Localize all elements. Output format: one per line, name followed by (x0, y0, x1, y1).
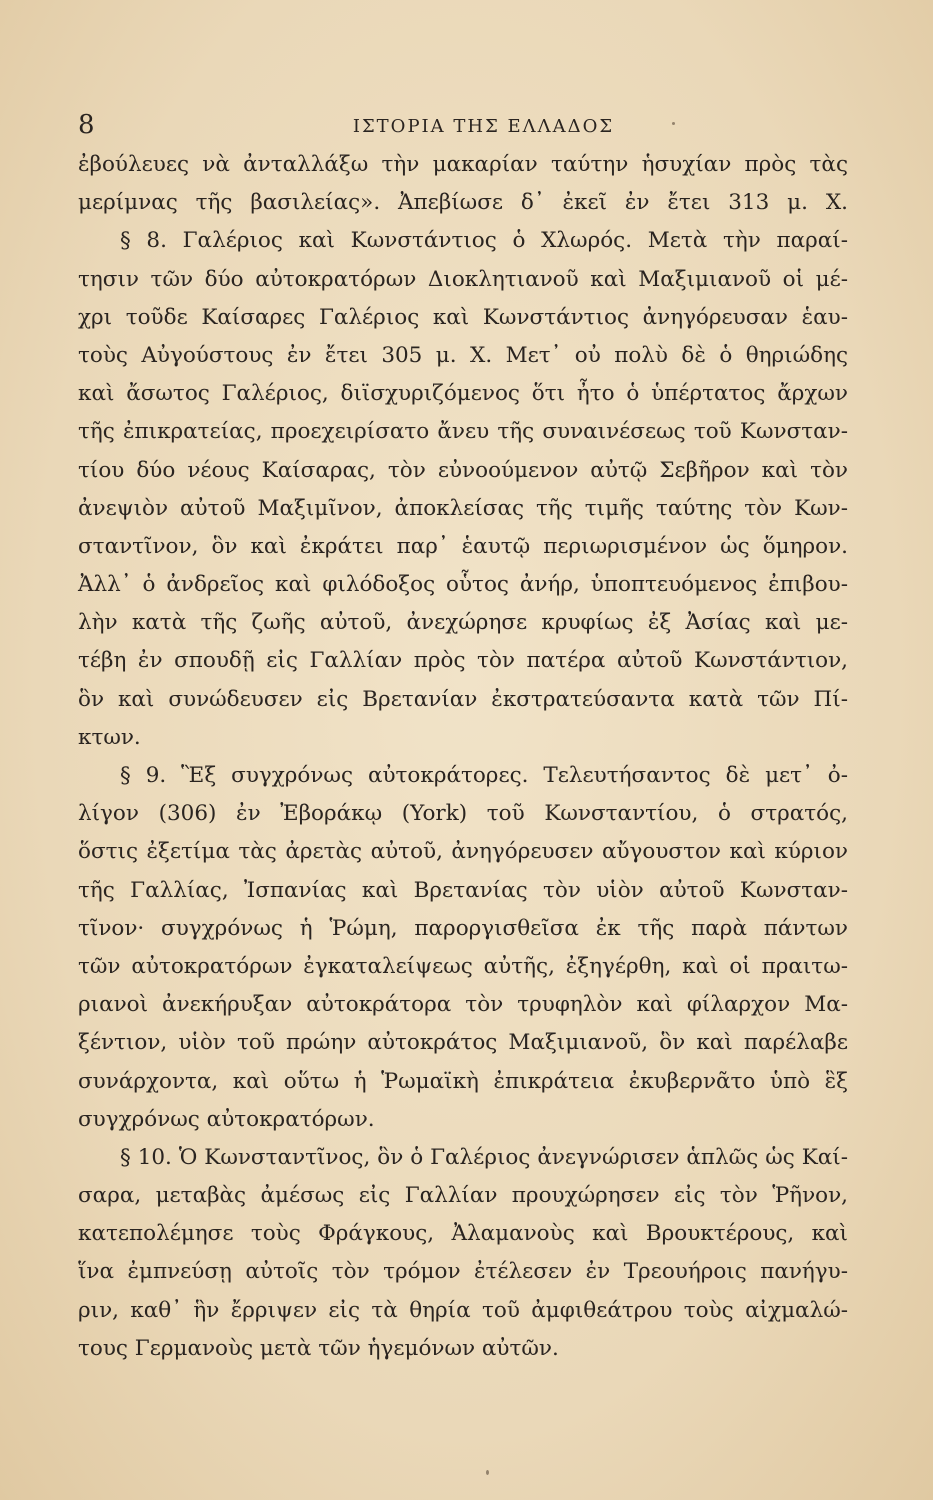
text-line: τῆς ἐπικρατείας, προεχειρίσατο ἄνευ τῆς συναινέσεως τοῦ Κωνσταν- (78, 419, 848, 445)
section-heading-line: § 10. Ὁ Κωνσταντῖνος, ὃν ὁ Γαλέριος ἀνεγνώρισεν ἁπλῶς ὡς Καί- (120, 1144, 848, 1170)
text-line: ἐβούλευες νὰ ἀνταλλάξω τὴν μακαρίαν ταύτην ἡσυχίαν πρὸς τὰς (78, 152, 848, 177)
text-line: χρι τοῦδε Καίσαρες Γαλέριος καὶ Κωνστάντιος ἀνηγόρευσαν ἑαυ- (78, 304, 848, 330)
text-line: τοὺς Αὐγούστους ἐν ἔτει 305 μ. Χ. Μετ᾽ οὐ πολὺ δὲ ὁ θηριώδης (78, 342, 848, 368)
body-text (78, 146, 848, 1368)
text-line: τίου δύο νέους Καίσαρας, τὸν εὐνοούμενον αὐτῷ Σεβῆρον καὶ τὸν (78, 457, 848, 483)
text-line: τους Γερμανοὺς μετὰ τῶν ἡγεμόνων αὐτῶν. (78, 1335, 559, 1361)
text-line: τησιν τῶν δύο αὐτοκρατόρων Διοκλητιανοῦ καὶ Μαξιμιανοῦ οἱ μέ- (78, 266, 848, 292)
text-line: κτων. (78, 724, 141, 750)
text-line: σαρα, μεταβὰς ἀμέσως εἰς Γαλλίαν προυχώρησεν εἰς τὸν Ῥῆνον, (78, 1183, 848, 1209)
paper-speck (486, 1470, 489, 1475)
text-line: τῆς Γαλλίας, Ἰσπανίας καὶ Βρετανίας τὸν υἱὸν αὐτοῦ Κωνσταν- (78, 877, 848, 903)
text-line: ἀνεψιὸν αὐτοῦ Μαξιμῖνον, ἀποκλείσας τῆς τιμῆς ταύτης τὸν Κων- (78, 495, 848, 521)
text-line: κατεπολέμησε τοὺς Φράγκους, Ἀλαμανοὺς καὶ Βρουκτέρους, καὶ (78, 1221, 848, 1247)
page-number: 8 (78, 110, 95, 140)
page-header (74, 108, 853, 142)
section-heading-line: § 8. Γαλέριος καὶ Κωνστάντιος ὁ Χλωρός. Μετὰ τὴν παραί- (120, 228, 848, 254)
text-line: συνάρχοντα, καὶ οὕτω ἡ Ῥωμαϊκὴ ἐπικράτεια ἐκυβερνᾶτο ὑπὸ ἓξ (78, 1068, 848, 1094)
text-line: Ἀλλ᾽ ὁ ἀνδρεῖος καὶ φιλόδοξος οὗτος ἀνήρ, ὑποπτευόμενος ἐπιβου- (78, 572, 848, 598)
text-line: σταντῖνον, ὃν καὶ ἐκράτει παρ᾽ ἑαυτῷ περιωρισμένον ὡς ὅμηρον. (78, 533, 848, 559)
running-head: ΙΣΤΟΡΙΑ ΤΗΣ ΕΛΛΑΔΟΣ (352, 116, 615, 137)
paper-speck (672, 122, 675, 125)
text-line: καὶ ἄσωτος Γαλέριος, διϊσχυριζόμενος ὅτι ἦτο ὁ ὑπέρτατος ἄρχων (78, 381, 848, 407)
text-line: ριανοὶ ἀνεκήρυξαν αὐτοκράτορα τὸν τρυφηλὸν καὶ φίλαρχον Μα- (78, 992, 848, 1018)
text-line: τῖνον· συγχρόνως ἡ Ῥώμη, παροργισθεῖσα ἐκ τῆς παρὰ πάντων (78, 915, 848, 941)
text-line: ριν, καθ᾽ ἣν ἔρριψεν εἰς τὰ θηρία τοῦ ἀμφιθεάτρου τοὺς αἰχμαλώ- (78, 1297, 848, 1323)
text-line: ξέντιον, υἱὸν τοῦ πρώην αὐτοκράτος Μαξιμιανοῦ, ὃν καὶ παρέλαβε (78, 1030, 848, 1056)
text-line: τέβη ἐν σπουδῇ εἰς Γαλλίαν πρὸς τὸν πατέρα αὐτοῦ Κωνστάντιον, (78, 648, 848, 674)
text-line: τῶν αὐτοκρατόρων ἐγκαταλείψεως αὐτῆς, ἐξηγέρθη, καὶ οἱ πραιτω- (78, 953, 848, 979)
section-heading-line: § 9. Ἓξ συγχρόνως αὐτοκράτορες. Τελευτήσαντος δὲ μετ᾽ ὀ- (120, 763, 848, 788)
text-line: ὃν καὶ συνώδευσεν εἰς Βρετανίαν ἐκστρατεύσαντα κατὰ τῶν Πί- (78, 686, 848, 712)
text-line: ὅστις ἐξετίμα τὰς ἀρετὰς αὐτοῦ, ἀνηγόρευσεν αὔγουστον καὶ κύριον (78, 839, 848, 865)
text-line: λίγον (306) ἐν Ἐβοράκῳ (York) τοῦ Κωνσταντίου, ὁ στρατός, (78, 801, 848, 827)
text-line: συγχρόνως αὐτοκρατόρων. (78, 1106, 375, 1132)
text-line: ἵνα ἐμπνεύσῃ αὐτοῖς τὸν τρόμον ἐτέλεσεν ἐν Τρεουήροις πανήγυ- (78, 1259, 848, 1285)
text-line: μερίμνας τῆς βασιλείας». Ἀπεβίωσε δ᾽ ἐκεῖ ἐν ἔτει 313 μ. Χ. (78, 190, 848, 216)
text-line: λὴν κατὰ τῆς ζωῆς αὐτοῦ, ἀνεχώρησε κρυφίως ἐξ Ἀσίας καὶ με- (78, 610, 848, 636)
